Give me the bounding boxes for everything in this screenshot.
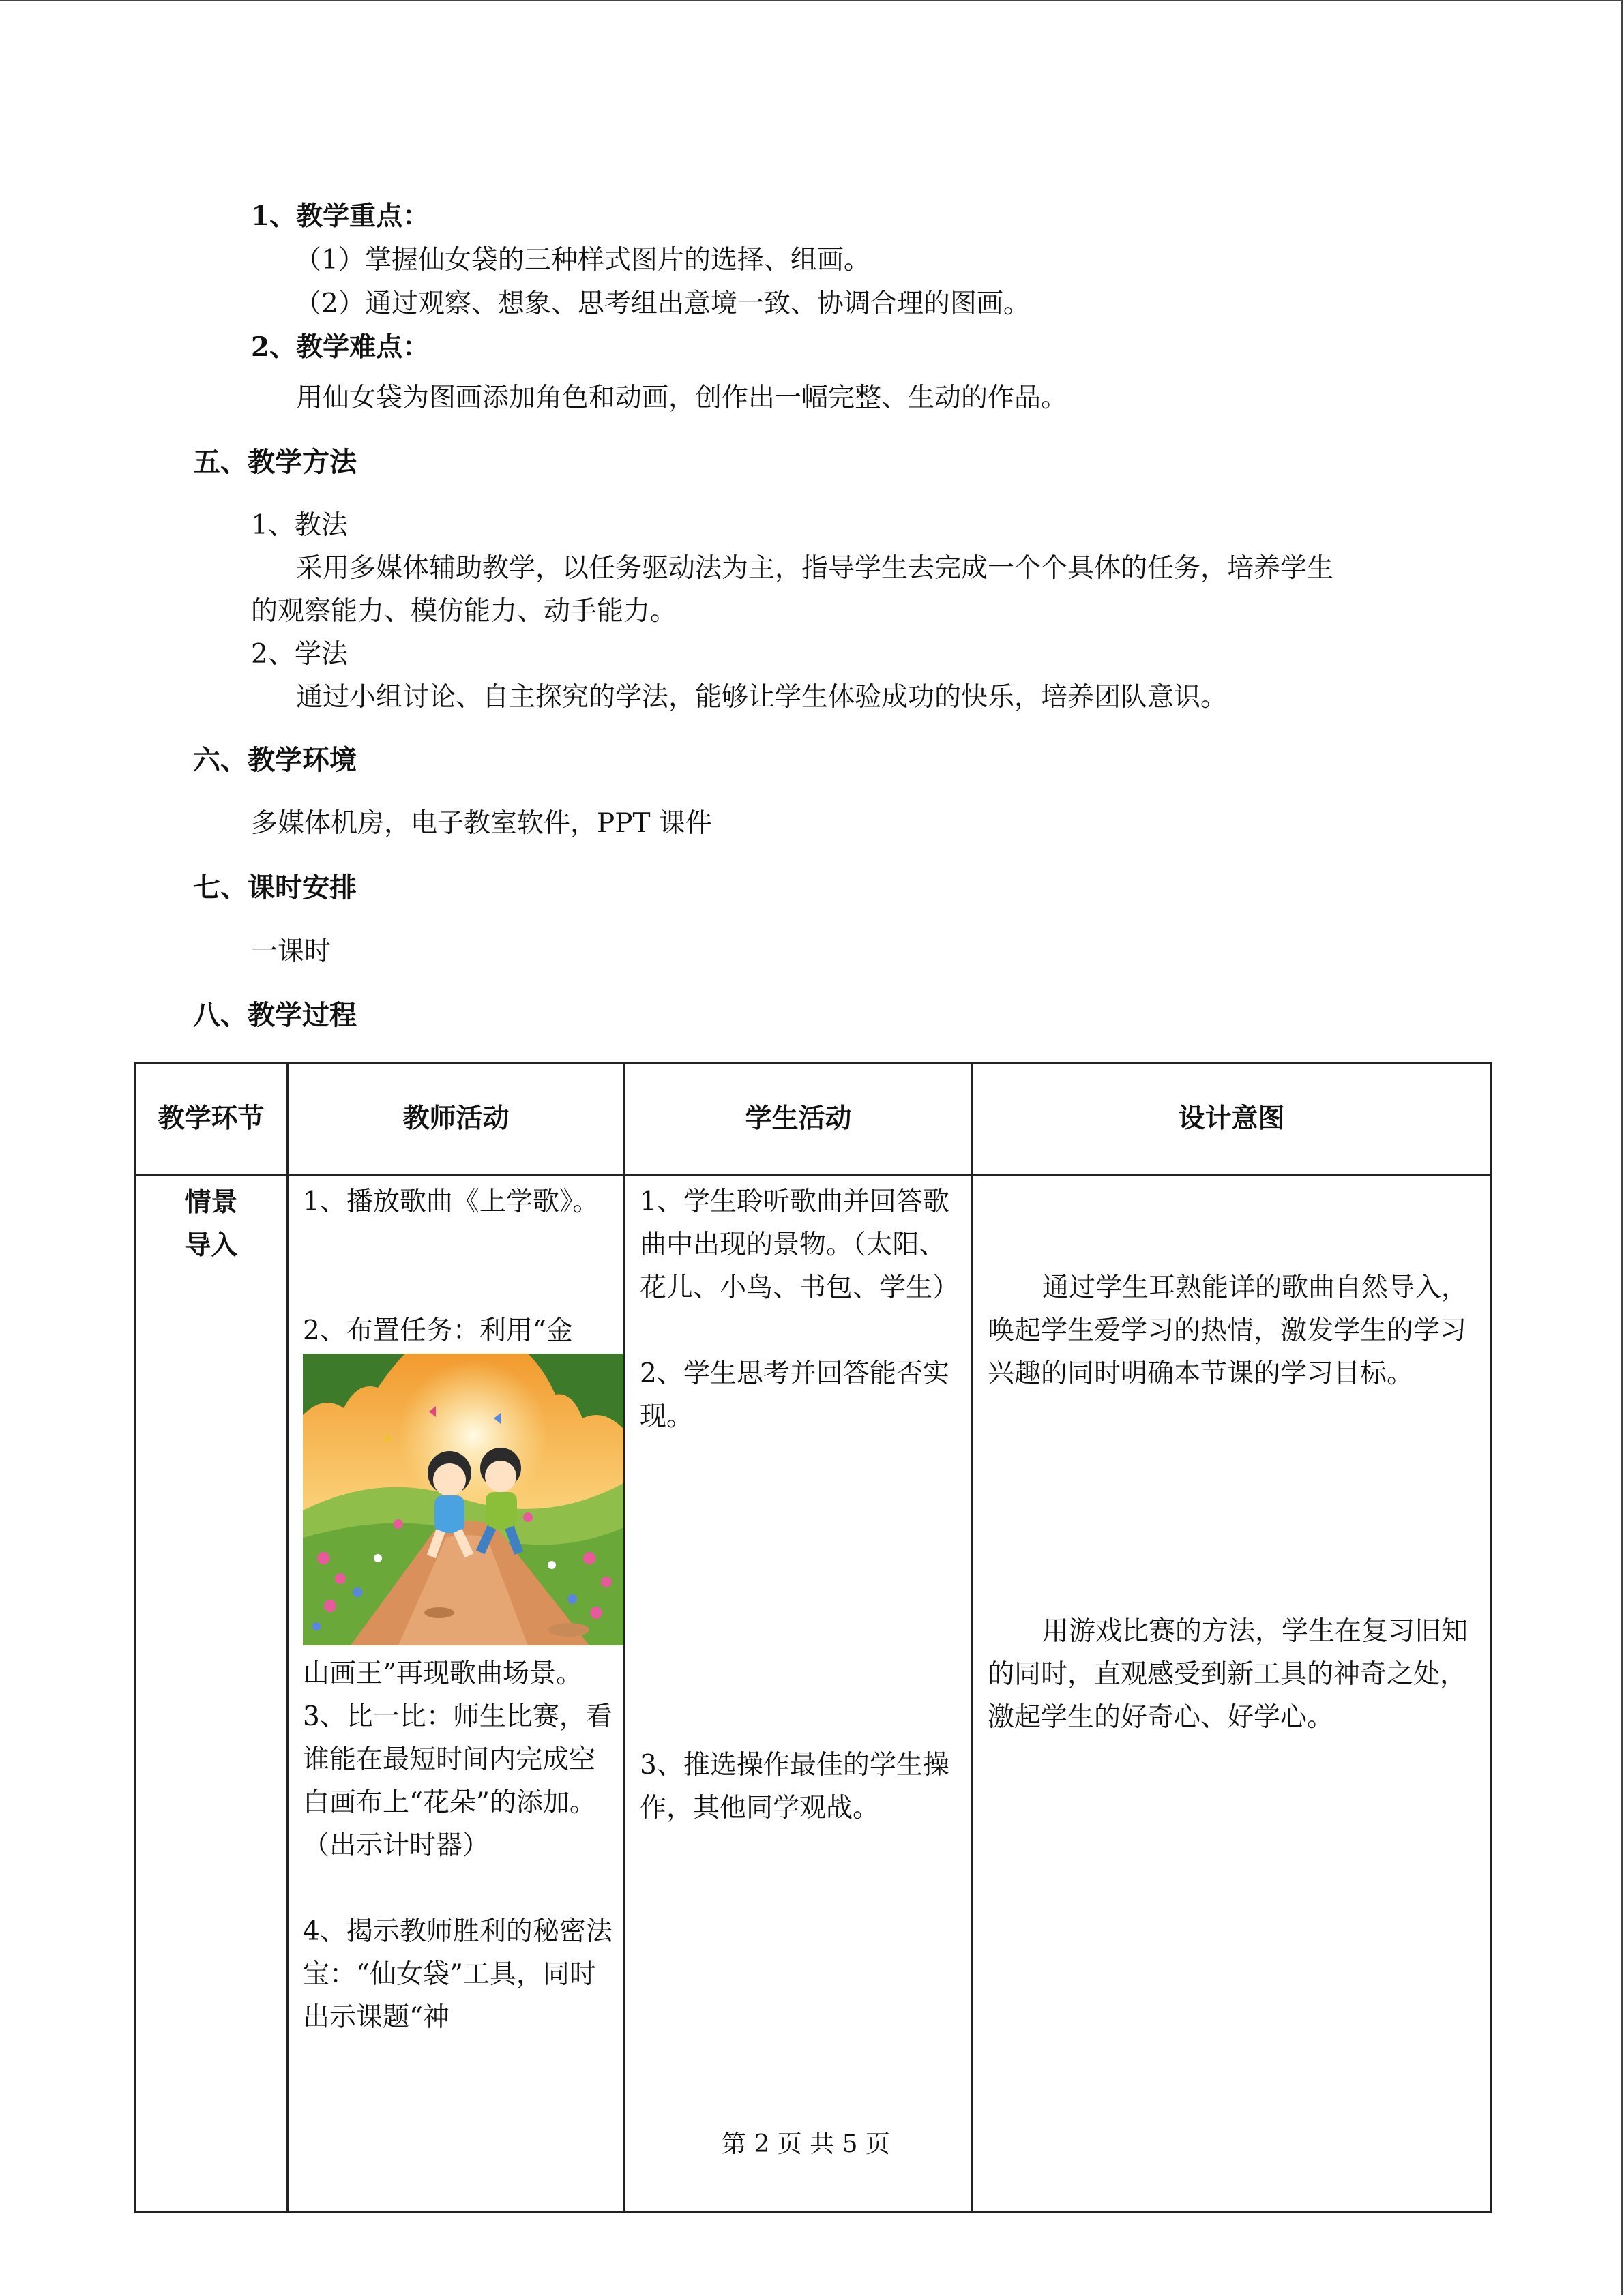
difficulty-heading: 2、教学难点： bbox=[251, 331, 430, 363]
table-header-row bbox=[135, 1063, 1491, 1175]
intent-paragraph-1: 通过学生耳熟能详的歌曲自然导入，唤起学生爱学习的热情，激发学生的学习兴趣的同时明确本节课的学习目标。 bbox=[988, 1272, 1468, 1389]
section-7-heading: 七、课时安排 bbox=[193, 871, 357, 904]
teacher-step-4: 4、揭示教师胜利的秘密法宝：“仙女袋”工具，同时出示课题“神 bbox=[303, 1916, 612, 2033]
teaching-process-table bbox=[134, 1062, 1492, 2213]
teacher-step-3: 3、比一比：师生比赛，看谁能在最短时间内完成空白画布上“花朵”的添加。（出示计时器） bbox=[303, 1701, 612, 1861]
header-stage: 教学环节 bbox=[135, 1063, 288, 1175]
table-row bbox=[135, 1175, 1491, 2213]
key-point-2: （2）通过观察、想象、思考组出意境一致、协调合理的图画。 bbox=[295, 288, 1030, 319]
section-8-heading: 八、教学过程 bbox=[193, 999, 357, 1031]
stage-label-line1: 情景 bbox=[184, 1187, 238, 1218]
student-step-1: 1、学生聆听歌曲并回答歌曲中出现的景物。（太阳、花儿、小鸟、书包、学生） bbox=[640, 1187, 960, 1303]
page-footer: 第 2 页 共 5 页 bbox=[722, 2130, 891, 2158]
teacher-step-1: 1、播放歌曲《上学歌》。 bbox=[303, 1187, 600, 1217]
schedule-text: 一课时 bbox=[251, 936, 331, 967]
teacher-step-2: 2、布置任务：利用“金 bbox=[303, 1315, 573, 1346]
method-teaching-text-1: 采用多媒体辅助教学，以任务驱动法为主，指导学生去完成一个个具体的任务，培养学生 bbox=[296, 553, 1334, 584]
header-teacher-activity: 教师活动 bbox=[288, 1063, 625, 1175]
method-teaching-text-2: 的观察能力、模仿能力、动手能力。 bbox=[251, 596, 677, 627]
key-points-heading: 1、教学重点： bbox=[251, 200, 430, 232]
student-activity-cell bbox=[625, 1175, 973, 2213]
student-step-3: 3、推选操作最佳的学生操作，其他同学观战。 bbox=[640, 1750, 949, 1823]
method-teaching-label: 1、教法 bbox=[251, 510, 348, 541]
method-learning-label: 2、学法 bbox=[251, 639, 348, 670]
intent-paragraph-2: 用游戏比赛的方法，学生在复习旧知的同时，直观感受到新工具的神奇之处，激起学生的好奇心、好学心。 bbox=[988, 1616, 1468, 1733]
section-6-heading: 六、教学环境 bbox=[193, 744, 357, 776]
section-5-heading: 五、教学方法 bbox=[193, 446, 357, 478]
teacher-activity-cell bbox=[288, 1175, 625, 2213]
student-step-2: 2、学生思考并回答能否实现。 bbox=[640, 1358, 949, 1432]
stage-label-line2: 导入 bbox=[184, 1229, 238, 1261]
teacher-step-2-cont: 山画王”再现歌曲场景。 bbox=[303, 1658, 582, 1689]
design-intent-cell bbox=[973, 1175, 1491, 2213]
environment-text: 多媒体机房，电子教室软件，PPT 课件 bbox=[251, 808, 712, 839]
stage-cell bbox=[135, 1175, 288, 2213]
header-student-activity: 学生活动 bbox=[625, 1063, 973, 1175]
difficulty-text: 用仙女袋为图画添加角色和动画，创作出一幅完整、生动的作品。 bbox=[296, 383, 1068, 413]
song-scene-illustration bbox=[303, 1354, 623, 1645]
method-learning-text: 通过小组讨论、自主探究的学法，能够让学生体验成功的快乐，培养团队意识。 bbox=[296, 682, 1228, 713]
key-point-1: （1）掌握仙女袋的三种样式图片的选择、组画。 bbox=[295, 245, 870, 275]
header-design-intent: 设计意图 bbox=[973, 1063, 1491, 1175]
